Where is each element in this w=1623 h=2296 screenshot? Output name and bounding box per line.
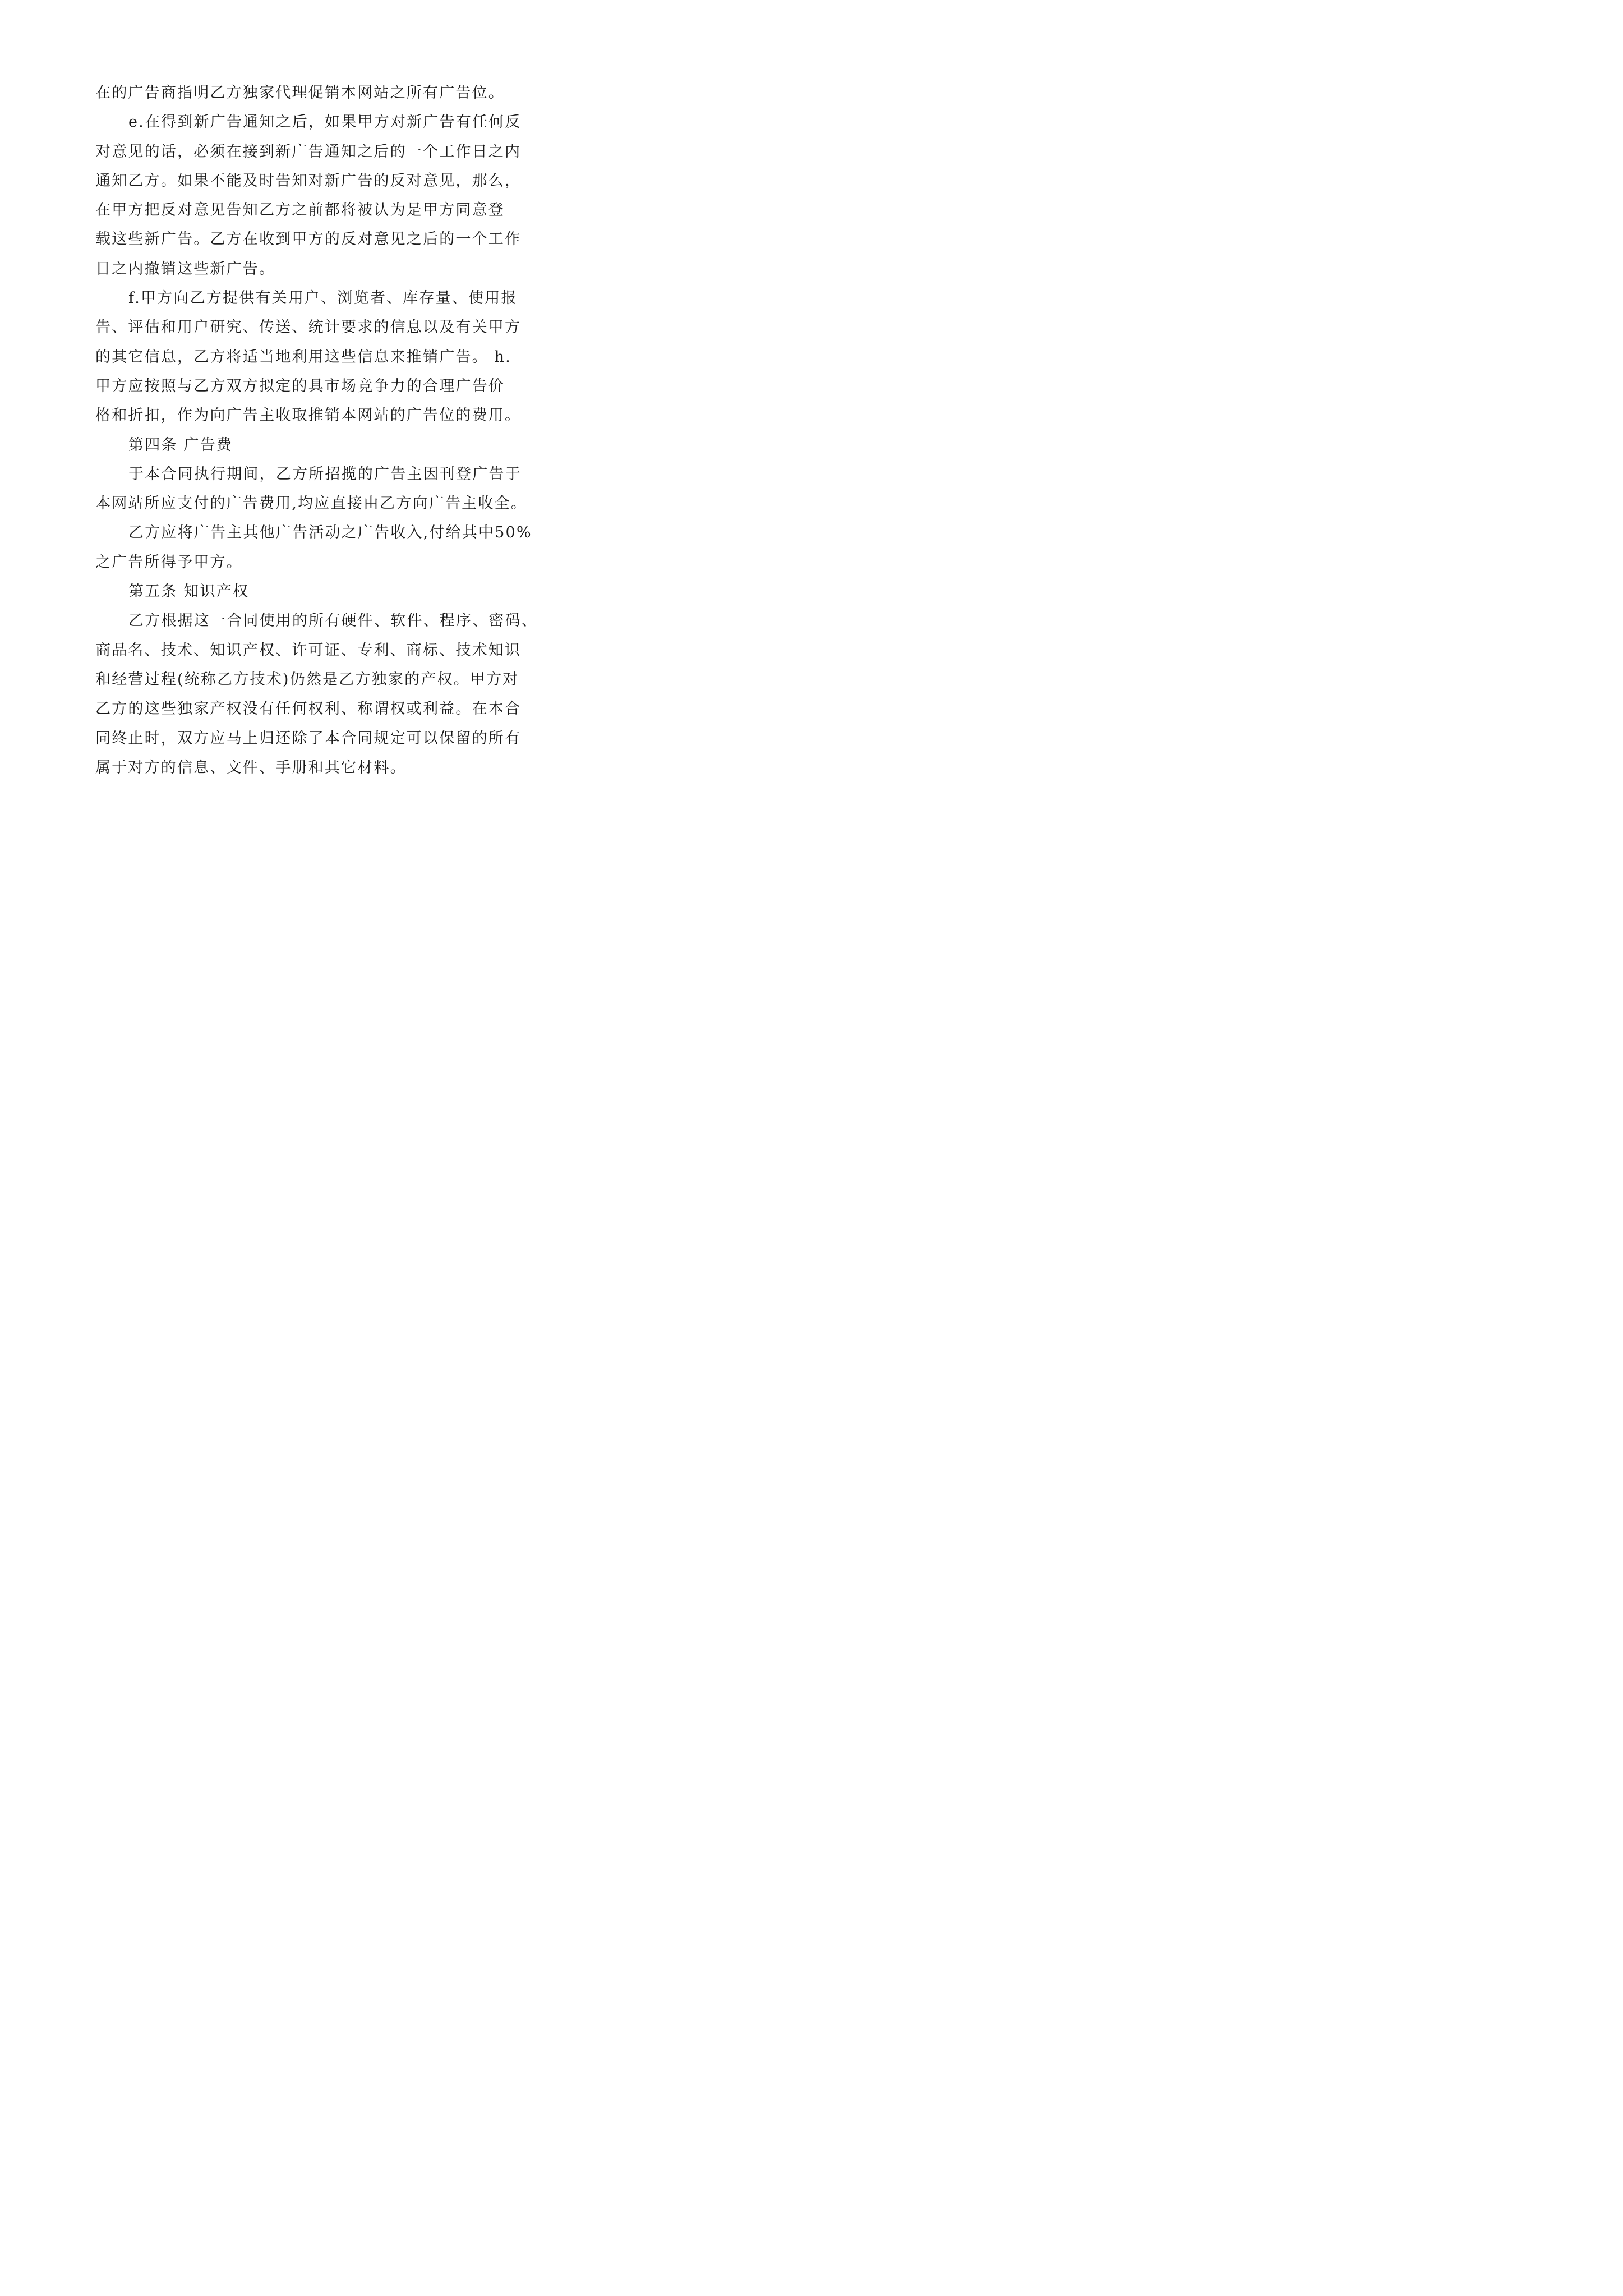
paragraph-line: 属于对方的信息、文件、手册和其它材料。 — [95, 758, 407, 776]
paragraph-line: 和经营过程(统称乙方技术)仍然是乙方独家的产权。甲方对 — [95, 670, 519, 688]
paragraph-line: 乙方的这些独家产权没有任何权利、称谓权或利益。在本合 — [95, 700, 522, 718]
article-5-heading: 第五条 知识产权 — [128, 583, 250, 601]
paragraph-line: 本网站所应支付的广告费用,均应直接由乙方向广告主收全。 — [95, 495, 527, 513]
document-page — [0, 0, 630, 891]
paragraph-line: 甲方应按照与乙方双方拟定的具市场竞争力的合理广告价 — [95, 377, 505, 395]
paragraph-line: 日之内撤销这些新广告。 — [95, 260, 276, 278]
paragraph-line: 告、评估和用户研究、传送、统计要求的信息以及有关甲方 — [95, 319, 522, 337]
paragraph-line: 商品名、技术、知识产权、许可证、专利、商标、技术知识 — [95, 641, 522, 659]
clause-e-line: e.在得到新广告通知之后，如果甲方对新广告有任何反 — [128, 113, 522, 131]
paragraph-line: 乙方根据这一合同使用的所有硬件、软件、程序、密码、 — [128, 612, 538, 630]
paragraph-line: 格和折扣，作为向广告主收取推销本网站的广告位的费用。 — [95, 407, 522, 425]
article-4-heading: 第四条 广告费 — [128, 436, 233, 454]
paragraph-line: 同终止时，双方应马上归还除了本合同规定可以保留的所有 — [95, 729, 522, 747]
paragraph-line: 对意见的话，必须在接到新广告通知之后的一个工作日之内 — [95, 142, 522, 160]
paragraph-line: 通知乙方。如果不能及时告知对新广告的反对意见，那么， — [95, 172, 522, 190]
paragraph-line: 在甲方把反对意见告知乙方之前都将被认为是甲方同意登 — [95, 201, 505, 219]
clause-f-line: f.甲方向乙方提供有关用户、浏览者、库存量、使用报 — [128, 289, 518, 307]
document-body — [95, 79, 538, 783]
paragraph-line: 的其它信息，乙方将适当地利用这些信息来推销广告。 h. — [95, 348, 511, 366]
paragraph-line: 于本合同执行期间，乙方所招揽的广告主因刊登广告于 — [128, 465, 522, 483]
paragraph-line: 乙方应将广告主其他广告活动之广告收入,付给其中50% — [128, 524, 532, 542]
paragraph-line: 之广告所得予甲方。 — [95, 553, 243, 571]
paragraph-line: 载这些新广告。乙方在收到甲方的反对意见之后的一个工作 — [95, 231, 522, 249]
paragraph-line: 在的广告商指明乙方独家代理促销本网站之所有广告位。 — [95, 84, 505, 102]
